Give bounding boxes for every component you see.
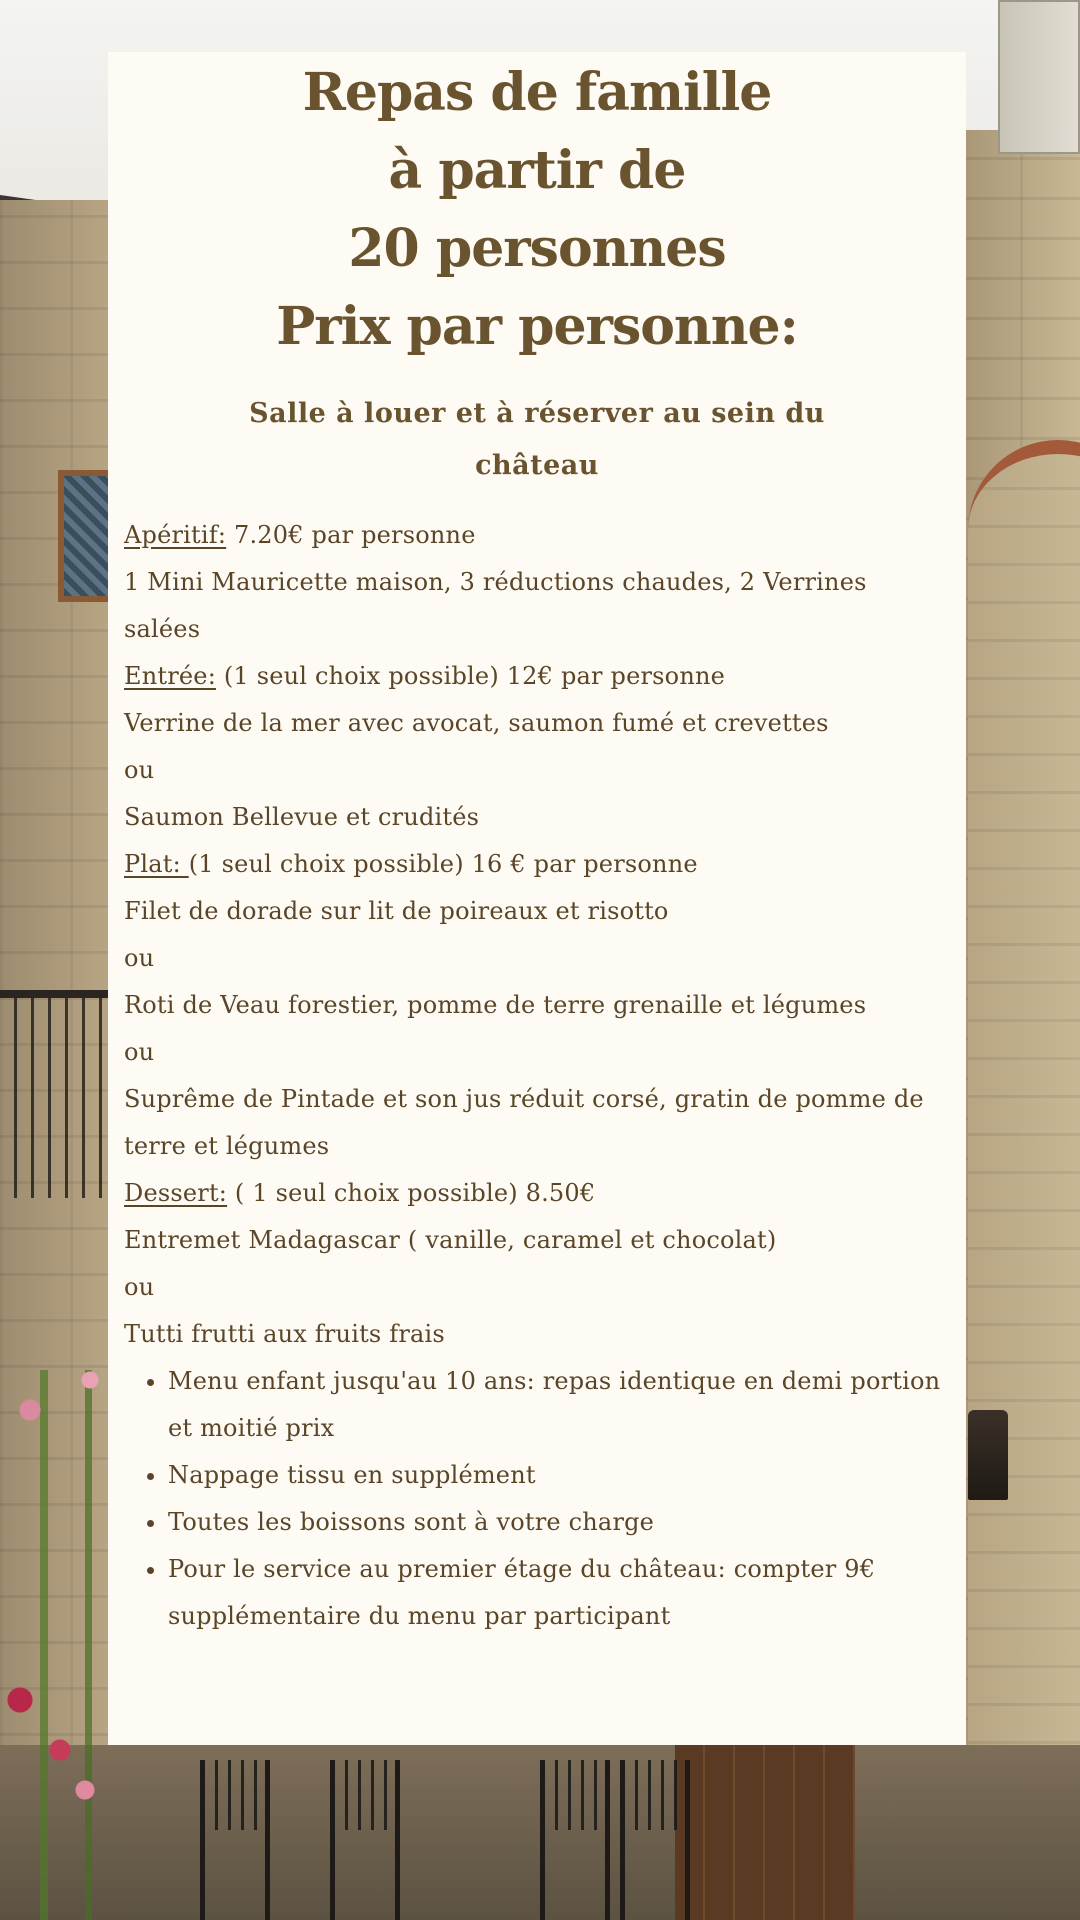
chimney	[998, 0, 1080, 154]
menu-item: Tutti frutti aux fruits frais	[124, 1320, 445, 1348]
hollyhock-flowers	[0, 1370, 120, 1920]
menu-item: Filet de dorade sur lit de poireaux et risotto	[124, 897, 669, 925]
round-tower	[968, 440, 1080, 1920]
bistro-chair	[540, 1760, 610, 1920]
dessert-heading	[124, 1170, 950, 1217]
menu-item: Roti de Veau forestier, pomme de terre grenaille et légumes	[124, 991, 867, 1019]
menu-item: Entremet Madagascar ( vanille, caramel et chocolat)	[124, 1226, 777, 1254]
note-item: • Pour le service au premier étage du château: compter 9€ supplémentaire du menu par participant	[168, 1546, 950, 1640]
title-line: Repas de famille	[302, 62, 772, 123]
menu-item: Saumon Bellevue et crudités	[124, 803, 480, 831]
title-line: à partir de	[388, 140, 686, 201]
wall-lantern	[968, 1410, 1008, 1500]
iron-balcony	[0, 990, 110, 1198]
plat-heading	[124, 841, 950, 888]
menu-item: ou	[124, 1273, 155, 1301]
bistro-chair	[620, 1760, 690, 1920]
menu-item: ou	[124, 756, 155, 784]
note-item: • Nappage tissu en supplément	[168, 1452, 950, 1499]
section-label: Plat:	[124, 850, 189, 878]
bistro-chair	[200, 1760, 270, 1920]
menu-item: Suprême de Pintade et son jus réduit corsé, gratin de pomme de terre et légumes	[124, 1085, 924, 1160]
section-label: Entrée:	[124, 662, 216, 690]
notes-list	[124, 1358, 950, 1640]
menu-item: 1 Mini Mauricette maison, 3 réductions chaudes, 2 Verrines salées	[124, 568, 867, 643]
menu-body	[124, 512, 950, 1640]
section-label: Dessert:	[124, 1179, 228, 1207]
title-line: Prix par personne:	[276, 296, 798, 357]
bistro-chair	[330, 1760, 400, 1920]
title-line: 20 personnes	[348, 218, 726, 279]
subtitle: Salle à louer et à réserver au sein du château	[249, 398, 825, 481]
section-price: (1 seul choix possible) 12€ par personne	[216, 662, 726, 690]
section-price: ( 1 seul choix possible) 8.50€	[227, 1179, 596, 1207]
section-label: Apéritif:	[124, 521, 227, 549]
menu-item: ou	[124, 944, 155, 972]
menu-item: Verrine de la mer avec avocat, saumon fumé et crevettes	[124, 709, 829, 737]
entree-heading	[124, 653, 950, 700]
wooden-door	[675, 1745, 855, 1920]
page-title	[124, 52, 950, 366]
note-item: • Menu enfant jusqu'au 10 ans: repas identique en demi portion et moitié prix	[168, 1358, 950, 1452]
section-price: (1 seul choix possible) 16 € par personne	[188, 850, 698, 878]
menu-item: ou	[124, 1038, 155, 1066]
aperitif-heading	[124, 512, 950, 559]
note-item: • Toutes les boissons sont à votre charge	[168, 1499, 950, 1546]
menu-card	[108, 52, 966, 1745]
section-price: 7.20€ par personne	[226, 521, 476, 549]
